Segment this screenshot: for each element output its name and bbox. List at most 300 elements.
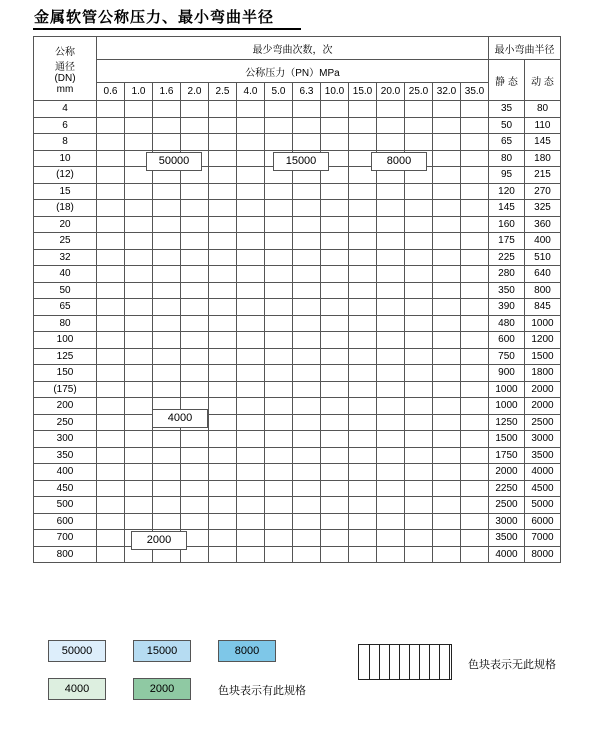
cell-r14-c2 [153,332,181,349]
cell-r1-c4 [209,117,237,134]
row-static-radius: 750 [489,348,525,365]
row-dn-label: 40 [34,266,97,283]
cell-r18-c8 [321,398,349,415]
cell-r9-c11 [405,249,433,266]
cell-r24-c7 [293,497,321,514]
cell-r21-c10 [377,447,405,464]
cell-r5-c3 [181,183,209,200]
header-dn-cell [34,37,97,101]
pressure-column-header-12: 32.0 [433,83,461,101]
legend [33,636,567,716]
cell-r25-c10 [377,513,405,530]
cell-r9-c12 [433,249,461,266]
cell-r26-c8 [321,530,349,547]
table-row [34,414,561,431]
cell-r18-c0 [97,398,125,415]
cell-r13-c6 [265,315,293,332]
row-static-radius: 80 [489,150,525,167]
cell-r6-c3 [181,200,209,217]
cell-r6-c11 [405,200,433,217]
pressure-header-row [34,83,561,101]
legend-swatch-2000: 2000 [133,678,191,700]
pressure-column-header-9: 15.0 [349,83,377,101]
cell-r24-c2 [153,497,181,514]
cell-r27-c4 [209,546,237,563]
cell-r22-c13 [461,464,489,481]
table-row [34,348,561,365]
cell-r9-c3 [181,249,209,266]
cell-r26-c11 [405,530,433,547]
cell-r10-c10 [377,266,405,283]
cell-r1-c1 [125,117,153,134]
cell-r10-c2 [153,266,181,283]
cell-r2-c12 [433,134,461,151]
cell-r7-c4 [209,216,237,233]
cell-r25-c13 [461,513,489,530]
row-dn-label: 15 [34,183,97,200]
row-dn-label: 8 [34,134,97,151]
cell-r7-c10 [377,216,405,233]
cell-r24-c5 [237,497,265,514]
cell-r21-c6 [265,447,293,464]
cell-r16-c4 [209,365,237,382]
row-dynamic-radius: 510 [525,249,561,266]
row-static-radius: 3000 [489,513,525,530]
cell-r22-c12 [433,464,461,481]
cell-r17-c1 [125,381,153,398]
table-row [34,480,561,497]
table-row [34,381,561,398]
row-static-radius: 900 [489,365,525,382]
cell-r18-c1 [125,398,153,415]
cell-r17-c10 [377,381,405,398]
row-static-radius: 50 [489,117,525,134]
cell-r5-c1 [125,183,153,200]
legend-stripe-swatch [358,644,452,680]
cell-r2-c9 [349,134,377,151]
cell-r2-c2 [153,134,181,151]
row-dynamic-radius: 6000 [525,513,561,530]
cell-r25-c11 [405,513,433,530]
cell-r24-c4 [209,497,237,514]
cell-r12-c5 [237,299,265,316]
header-dn-line-4: mm [56,83,74,95]
cell-r13-c8 [321,315,349,332]
row-dynamic-radius: 400 [525,233,561,250]
cell-r20-c1 [125,431,153,448]
row-static-radius: 65 [489,134,525,151]
cell-r12-c6 [265,299,293,316]
cell-r11-c2 [153,282,181,299]
cell-r10-c3 [181,266,209,283]
row-static-radius: 390 [489,299,525,316]
cell-r26-c13 [461,530,489,547]
cell-r27-c12 [433,546,461,563]
cell-r10-c6 [265,266,293,283]
cell-r20-c5 [237,431,265,448]
pressure-column-header-13: 35.0 [461,83,489,101]
cell-r9-c13 [461,249,489,266]
cell-r12-c9 [349,299,377,316]
cell-r0-c11 [405,101,433,118]
cell-r5-c12 [433,183,461,200]
header-dn-line-2: 通径 [55,61,75,73]
cell-r27-c0 [97,546,125,563]
header-radius-group: 最小弯曲半径 [489,37,561,60]
cell-r16-c9 [349,365,377,382]
cell-r16-c3 [181,365,209,382]
cell-r15-c10 [377,348,405,365]
cell-r15-c8 [321,348,349,365]
row-static-radius: 120 [489,183,525,200]
cell-r11-c0 [97,282,125,299]
row-static-radius: 1750 [489,447,525,464]
row-static-radius: 2500 [489,497,525,514]
cell-r8-c11 [405,233,433,250]
cell-r1-c6 [265,117,293,134]
cell-r18-c6 [265,398,293,415]
cell-r15-c12 [433,348,461,365]
cell-r8-c1 [125,233,153,250]
pressure-column-header-3: 2.0 [181,83,209,101]
row-dn-label: 300 [34,431,97,448]
cell-r11-c9 [349,282,377,299]
cell-r24-c0 [97,497,125,514]
cell-r24-c8 [321,497,349,514]
cell-r0-c5 [237,101,265,118]
overlay-label-4000: 4000 [152,409,208,428]
cell-r2-c3 [181,134,209,151]
cell-r6-c7 [293,200,321,217]
cell-r21-c9 [349,447,377,464]
cell-r6-c4 [209,200,237,217]
cell-r5-c0 [97,183,125,200]
stripe-line-9 [449,645,450,679]
cell-r10-c7 [293,266,321,283]
cell-r5-c10 [377,183,405,200]
cell-r17-c6 [265,381,293,398]
cell-r19-c7 [293,414,321,431]
cell-r13-c3 [181,315,209,332]
cell-r8-c8 [321,233,349,250]
cell-r19-c13 [461,414,489,431]
cell-r3-c4 [209,150,237,167]
cell-r25-c2 [153,513,181,530]
cell-r0-c6 [265,101,293,118]
cell-r20-c6 [265,431,293,448]
cell-r4-c0 [97,167,125,184]
row-dn-label: 6 [34,117,97,134]
cell-r7-c1 [125,216,153,233]
header-pressure: 公称压力（PN）MPa [97,60,489,83]
cell-r11-c13 [461,282,489,299]
row-dynamic-radius: 2000 [525,381,561,398]
cell-r13-c4 [209,315,237,332]
table-row [34,134,561,151]
cell-r3-c5 [237,150,265,167]
cell-r8-c0 [97,233,125,250]
table-header [34,37,561,101]
cell-r7-c11 [405,216,433,233]
cell-r0-c8 [321,101,349,118]
cell-r15-c0 [97,348,125,365]
cell-r15-c3 [181,348,209,365]
cell-r9-c4 [209,249,237,266]
cell-r8-c3 [181,233,209,250]
cell-r1-c2 [153,117,181,134]
cell-r14-c0 [97,332,125,349]
cell-r13-c2 [153,315,181,332]
row-dynamic-radius: 110 [525,117,561,134]
overlay-label-50000: 50000 [146,152,202,171]
pressure-column-header-10: 20.0 [377,83,405,101]
cell-r16-c0 [97,365,125,382]
table-row [34,332,561,349]
cell-r0-c3 [181,101,209,118]
spec-table [33,36,561,563]
cell-r2-c8 [321,134,349,151]
cell-r27-c7 [293,546,321,563]
cell-r7-c2 [153,216,181,233]
pressure-column-header-11: 25.0 [405,83,433,101]
cell-r5-c11 [405,183,433,200]
row-dynamic-radius: 215 [525,167,561,184]
cell-r26-c0 [97,530,125,547]
cell-r14-c4 [209,332,237,349]
cell-r25-c4 [209,513,237,530]
cell-r19-c9 [349,414,377,431]
cell-r12-c12 [433,299,461,316]
cell-r1-c9 [349,117,377,134]
table-row [34,546,561,563]
cell-r9-c5 [237,249,265,266]
cell-r0-c9 [349,101,377,118]
cell-r20-c10 [377,431,405,448]
cell-r12-c11 [405,299,433,316]
table-row [34,200,561,217]
cell-r12-c4 [209,299,237,316]
row-static-radius: 95 [489,167,525,184]
cell-r9-c0 [97,249,125,266]
cell-r13-c12 [433,315,461,332]
cell-r20-c9 [349,431,377,448]
cell-r15-c4 [209,348,237,365]
table-row [34,266,561,283]
cell-r7-c3 [181,216,209,233]
cell-r14-c12 [433,332,461,349]
cell-r17-c3 [181,381,209,398]
row-dn-label: 700 [34,530,97,547]
cell-r14-c9 [349,332,377,349]
cell-r23-c0 [97,480,125,497]
cell-r6-c10 [377,200,405,217]
cell-r13-c10 [377,315,405,332]
cell-r13-c0 [97,315,125,332]
row-static-radius: 160 [489,216,525,233]
cell-r20-c7 [293,431,321,448]
cell-r12-c1 [125,299,153,316]
row-dn-label: 800 [34,546,97,563]
cell-r2-c6 [265,134,293,151]
cell-r18-c4 [209,398,237,415]
cell-r1-c5 [237,117,265,134]
overlay-label-2000: 2000 [131,531,187,550]
table-row [34,365,561,382]
pressure-column-header-0: 0.6 [97,83,125,101]
header-dn-line-3: (DN) [54,72,76,84]
cell-r1-c8 [321,117,349,134]
cell-r23-c9 [349,480,377,497]
cell-r25-c12 [433,513,461,530]
pressure-column-header-6: 5.0 [265,83,293,101]
cell-r19-c5 [237,414,265,431]
cell-r2-c7 [293,134,321,151]
cell-r23-c6 [265,480,293,497]
cell-r18-c7 [293,398,321,415]
cell-r6-c0 [97,200,125,217]
table-row [34,447,561,464]
table-row [34,497,561,514]
row-dynamic-radius: 80 [525,101,561,118]
cell-r25-c6 [265,513,293,530]
cell-r15-c9 [349,348,377,365]
cell-r7-c8 [321,216,349,233]
table-row [34,249,561,266]
cell-r9-c10 [377,249,405,266]
cell-r11-c4 [209,282,237,299]
row-dn-label: 4 [34,101,97,118]
cell-r1-c0 [97,117,125,134]
row-dynamic-radius: 4500 [525,480,561,497]
cell-r5-c9 [349,183,377,200]
cell-r8-c2 [153,233,181,250]
table-row [34,183,561,200]
cell-r11-c3 [181,282,209,299]
cell-r15-c5 [237,348,265,365]
cell-r15-c13 [461,348,489,365]
cell-r5-c4 [209,183,237,200]
legend-color-note: 色块表示有此规格 [218,685,306,697]
cell-r21-c0 [97,447,125,464]
cell-r14-c8 [321,332,349,349]
pressure-column-header-4: 2.5 [209,83,237,101]
cell-r14-c13 [461,332,489,349]
cell-r5-c6 [265,183,293,200]
row-dynamic-radius: 1000 [525,315,561,332]
cell-r12-c8 [321,299,349,316]
cell-r9-c6 [265,249,293,266]
cell-r25-c7 [293,513,321,530]
row-dn-label: (12) [34,167,97,184]
cell-r15-c7 [293,348,321,365]
cell-r22-c1 [125,464,153,481]
cell-r12-c7 [293,299,321,316]
cell-r24-c1 [125,497,153,514]
cell-r16-c2 [153,365,181,382]
row-dn-label: 400 [34,464,97,481]
cell-r24-c10 [377,497,405,514]
legend-swatch-4000: 4000 [48,678,106,700]
cell-r18-c11 [405,398,433,415]
cell-r21-c7 [293,447,321,464]
cell-r1-c3 [181,117,209,134]
cell-r5-c2 [153,183,181,200]
cell-r6-c9 [349,200,377,217]
cell-r8-c5 [237,233,265,250]
cell-r10-c13 [461,266,489,283]
overlay-label-15000: 15000 [273,152,329,171]
cell-r21-c2 [153,447,181,464]
cell-r17-c8 [321,381,349,398]
row-dn-label: 125 [34,348,97,365]
cell-r7-c6 [265,216,293,233]
cell-r26-c9 [349,530,377,547]
cell-r20-c8 [321,431,349,448]
cell-r7-c13 [461,216,489,233]
cell-r14-c11 [405,332,433,349]
cell-r3-c13 [461,150,489,167]
pressure-column-header-1: 1.0 [125,83,153,101]
cell-r21-c3 [181,447,209,464]
cell-r16-c8 [321,365,349,382]
row-static-radius: 145 [489,200,525,217]
cell-r14-c6 [265,332,293,349]
row-dn-label: 250 [34,414,97,431]
cell-r25-c3 [181,513,209,530]
table-row [34,117,561,134]
cell-r27-c11 [405,546,433,563]
table-row [34,530,561,547]
row-dynamic-radius: 5000 [525,497,561,514]
row-dynamic-radius: 1200 [525,332,561,349]
cell-r23-c10 [377,480,405,497]
cell-r18-c9 [349,398,377,415]
row-static-radius: 600 [489,332,525,349]
row-static-radius: 2000 [489,464,525,481]
cell-r14-c1 [125,332,153,349]
cell-r22-c2 [153,464,181,481]
cell-r12-c2 [153,299,181,316]
cell-r19-c8 [321,414,349,431]
cell-r20-c3 [181,431,209,448]
cell-r11-c1 [125,282,153,299]
cell-r25-c9 [349,513,377,530]
cell-r27-c8 [321,546,349,563]
cell-r22-c4 [209,464,237,481]
cell-r21-c12 [433,447,461,464]
cell-r2-c1 [125,134,153,151]
cell-r6-c1 [125,200,153,217]
table-row [34,315,561,332]
cell-r19-c10 [377,414,405,431]
cell-r24-c12 [433,497,461,514]
row-dn-label: 200 [34,398,97,415]
row-static-radius: 2250 [489,480,525,497]
header-radius-dynamic: 动 态 [525,60,561,101]
cell-r22-c7 [293,464,321,481]
cell-r9-c2 [153,249,181,266]
cell-r4-c12 [433,167,461,184]
cell-r19-c12 [433,414,461,431]
cell-r20-c2 [153,431,181,448]
cell-r1-c13 [461,117,489,134]
cell-r16-c1 [125,365,153,382]
cell-r8-c6 [265,233,293,250]
cell-r23-c1 [125,480,153,497]
row-static-radius: 3500 [489,530,525,547]
cell-r17-c4 [209,381,237,398]
cell-r26-c7 [293,530,321,547]
